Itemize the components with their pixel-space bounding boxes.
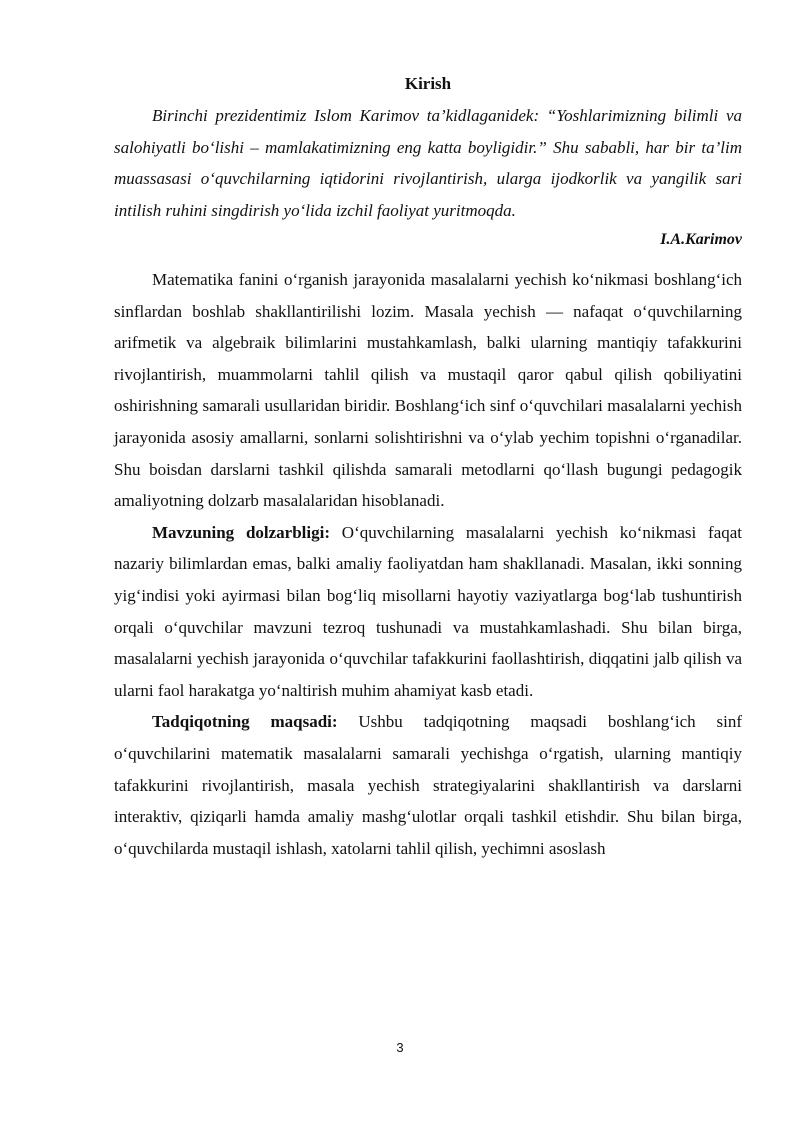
paragraph-intro-text: Matematika fanini o‘rganish jarayonida masalalarni yechish ko‘nikmasi boshlang‘ich sinflardan boshlab shakllantirilishi lozim. Masala yechish — nafaqat o‘quvchilarning arifmetik va algebraik bilimlarini mustahkamlash, balki ularning mantiqiy tafakkurini rivojlantirish, muammolarni tahlil qilish va mustaqil qaror qabul qilish qobiliyatini oshirishning samarali usullaridan biridir. Boshlang‘ich sinf o‘quvchilari masalalarni yechish jarayonida asosiy amallarni, sonlarni solishtirishni va o‘ylab yechim topishni o‘rganadilar. Shu boisdan darslarni tashkil qilishda samarali metodlarni qo‘llash bugungi pedagogik amaliyotning dolzarb masalalaridan hisoblanadi. — [114, 270, 742, 511]
paragraph-relevance-lead: Mavzuning dolzarbligi: — [152, 522, 331, 542]
paragraph-intro — [114, 264, 742, 517]
epigraph-quote: Birinchi prezidentimiz Islom Karimov ta’kidlaganidek: “Yoshlarimizning bilimli va salohiyatli bo‘lishi – mamlakatimizning eng katta boyligidir.” Shu sababli, har bir ta’lim muassasasi o‘quvchilarning iqtidorini rivojlantirish, ularga ijodkorlik va yangilik sari intilish ruhini singdirish yo‘lida izchil faoliyat yuritmoqda. — [114, 106, 742, 220]
section-heading: Kirish — [404, 74, 452, 93]
page-number: 3 — [396, 1040, 404, 1055]
paragraph-relevance — [114, 517, 742, 707]
paragraph-goal-text: Ushbu tadqiqotning maqsadi boshlang‘ich sinf o‘quvchilarini matematik masalalarni samarali yechishga o‘rgatish, ularning mantiqiy tafakkurini rivojlantirish, masala yechish strategiyalarini shakllantirish va darslarni interaktiv, qiziqarli hamda amaliy mashg‘ulotlar orqali tashkil etishdir. Shu bilan birga, o‘quvchilarda mustaqil ishlash, xatolarni tahlil qilish, yechimni asoslash — [114, 712, 742, 858]
epigraph-author: I.A.Karimov — [660, 231, 742, 248]
document-page — [114, 72, 742, 864]
paragraph-goal — [114, 706, 742, 864]
paragraph-relevance-text: O‘quvchilarning masalalarni yechish ko‘nikmasi faqat nazariy bilimlardan emas, balki amaliy faoliyatdan ham shakllanadi. Masalan, ikki sonning yig‘indisi yoki ayirmasi bilan bog‘liq misollarni hayotiy vaziyatlarga bog‘lab tushuntirish orqali o‘quvchilar mavzuni tezroq tushunadi va mustahkamlashadi. Shu bilan birga, masalalarni yechish jarayonida o‘quvchilar tafakkurini faollashtirish, diqqatini jalb qilish va ularni faol harakatga yo‘naltirish muhim ahamiyat kasb etadi. — [114, 522, 743, 700]
paragraph-goal-lead: Tadqiqotning maqsadi: — [152, 712, 338, 732]
